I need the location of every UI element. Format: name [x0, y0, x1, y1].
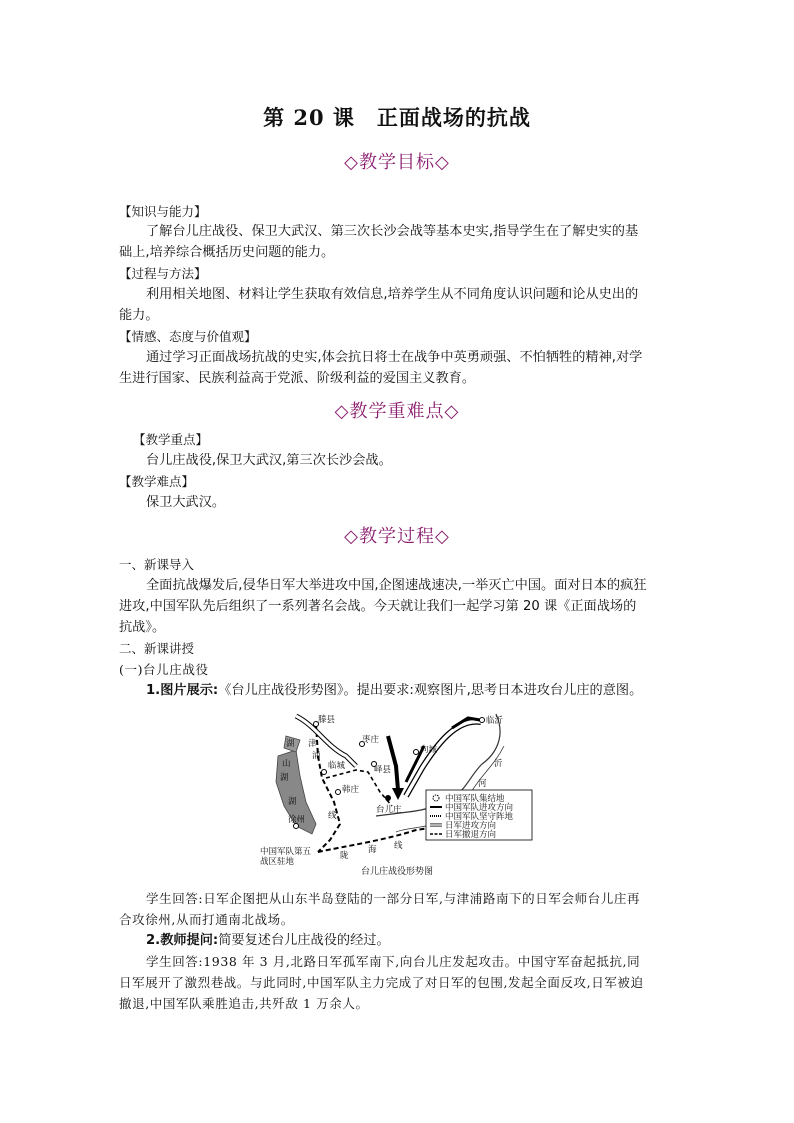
- step1-line: [146, 680, 642, 701]
- label-rail-jin: 津: [308, 739, 317, 749]
- label-river-yi: 沂: [494, 759, 503, 769]
- label-linyi: 临沂: [486, 716, 504, 726]
- taierzhuang-battle-map: [256, 706, 536, 878]
- label-rail-long: 陇: [340, 851, 349, 861]
- label-shan: 山: [282, 759, 291, 769]
- section-heading-process: ◇教学过程◇: [344, 526, 450, 547]
- legend-text-2: 中国军队进攻方向: [445, 803, 514, 813]
- label-zaozhuang: 枣庄: [362, 735, 380, 745]
- process-method-text-2: 能力。: [119, 308, 159, 323]
- section-heading-key-points: ◇教学重难点◇: [334, 401, 460, 422]
- difficulty-text: 保卫大武汉。: [146, 495, 226, 510]
- label-lake3: 湖: [286, 739, 295, 749]
- page-title: 第 20 课 正面战场的抗战: [263, 105, 531, 130]
- part-lesson-heading: 二、新课讲授: [119, 641, 195, 656]
- label-hq-line1: 中国军队第五: [260, 847, 312, 857]
- focus-text: 台儿庄战役,保卫大武汉,第三次长沙会战。: [146, 453, 392, 468]
- step2-label: 教师提问:: [160, 933, 219, 948]
- label-rail-xian: 线: [328, 811, 337, 821]
- legend-text-4: 日军进攻方向: [445, 821, 497, 831]
- step2-line: [146, 930, 390, 951]
- label-hq-line2: 战区驻地: [260, 857, 295, 867]
- town-taierzhuang: [385, 795, 391, 801]
- label-lake1: 湖: [280, 773, 289, 783]
- chinese-attack-arrow: [388, 736, 398, 790]
- emotion-text-1: 通过学习正面战场抗战的史实,体会抗日将士在战争中英勇顽强、不怕牺牲的精神,对学: [146, 350, 643, 365]
- label-xuzhou: 徐州: [288, 815, 306, 825]
- process-method-heading: 【过程与方法】: [119, 266, 207, 281]
- intro-text-1: 全面抗战爆发后,侵华日军大举进攻中国,企图速战速决,一举灭亡中国。面对日本的疯狂: [146, 578, 647, 593]
- emotion-text-2: 生进行国家、民族利益高于党派、阶级利益的爱国主义教育。: [119, 371, 476, 386]
- label-lake2: 湖: [288, 797, 297, 807]
- step1-text: 《台儿庄战役形势图》。提出要求:观察图片,思考日本进攻台儿庄的意图。: [218, 683, 643, 698]
- intro-text-3: 抗战》。: [119, 620, 166, 635]
- section-heading-objectives: ◇教学目标◇: [344, 152, 450, 173]
- answer2-text-1: 学生回答:1938 年 3 月,北路日军孤军南下,向台儿庄发起攻击。中国守军奋起抵抗,同: [146, 954, 641, 969]
- step2-number: 2.: [146, 933, 161, 948]
- town-lincheng: [322, 770, 327, 775]
- legend-text-3: 中国军队坚守阵地: [445, 812, 514, 822]
- legend-text-1: 中国军队集结地: [445, 794, 505, 804]
- label-lincheng: 临城: [328, 761, 346, 771]
- part-intro-heading: 一、新课导入: [119, 557, 195, 572]
- town-linyi: [480, 718, 485, 723]
- emotion-heading: 【情感、态度与价值观】: [119, 329, 257, 344]
- answer1-text-1: 学生回答:日军企图把从山东半岛登陆的一部分日军,与津浦路南下的日军会师台儿庄再: [146, 891, 641, 906]
- label-xiangcheng: 向城: [420, 745, 438, 755]
- label-hanzhuang: 韩庄: [342, 785, 360, 795]
- step2-text: 简要复述台儿庄战役的经过。: [218, 933, 390, 948]
- label-rail-hai: 海: [368, 845, 377, 855]
- focus-heading: 【教学重点】: [133, 432, 209, 447]
- label-tengxian: 滕县: [318, 715, 336, 725]
- chinese-attack-arrowhead: [392, 788, 404, 800]
- town-xiangcheng: [414, 750, 419, 755]
- subsection-heading: (一)台儿庄战役: [119, 662, 209, 677]
- step1-number: 1.: [146, 683, 161, 698]
- label-rail-xian2: 线: [394, 841, 403, 851]
- step1-label: 图片展示:: [160, 683, 219, 698]
- intro-text-2: 进攻,中国军队先后组织了一系列著名会战。今天就让我们一起学习第 20 课《正面战场的: [119, 599, 637, 614]
- label-river-he: 河: [478, 779, 487, 789]
- difficulty-heading: 【教学难点】: [119, 474, 195, 489]
- answer2-text-2: 日军展开了激烈巷战。与此同时,中国军队主力完成了对日军的包围,发起全面反攻,日军被迫: [119, 975, 644, 990]
- answer1-text-2: 合攻徐州,从而打通南北战场。: [119, 912, 294, 927]
- answer2-text-3: 撤退,中国军队乘胜追击,共歼敌 1 万余人。: [119, 996, 369, 1011]
- legend-text-5: 日军撤退方向: [445, 830, 497, 840]
- town-hanzhuang: [336, 790, 341, 795]
- label-yixian: 峄县: [374, 765, 392, 775]
- knowledge-text-1: 了解台儿庄战役、保卫大武汉、第三次长沙会战等基本史实,指导学生在了解史实的基: [146, 224, 639, 239]
- knowledge-heading: 【知识与能力】: [119, 204, 207, 219]
- map-caption: 台儿庄战役形势图: [360, 867, 433, 877]
- process-method-text-1: 利用相关地图、材料让学生获取有效信息,培养学生从不同角度认识问题和论从史出的: [146, 287, 639, 302]
- label-taierzhuang: 台儿庄: [376, 805, 402, 815]
- label-rail-pu: 浦: [312, 751, 321, 761]
- knowledge-text-2: 础上,培养综合概括历史问题的能力。: [119, 245, 335, 260]
